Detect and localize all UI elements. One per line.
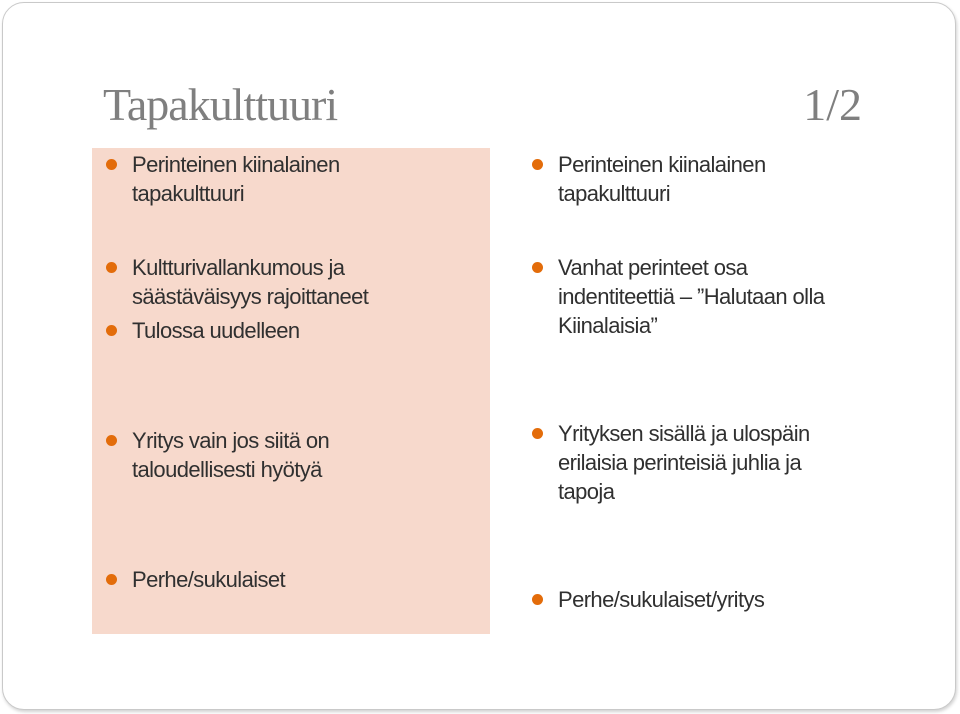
list-item — [106, 253, 486, 311]
bullet-icon — [532, 159, 543, 170]
list-item — [532, 150, 912, 208]
list-item-text: Perhe/sukulaiset/yritys — [558, 587, 765, 612]
list-item — [106, 316, 486, 345]
list-item-text: Perinteinen kiinalainen tapakulttuuri — [132, 152, 340, 206]
bullet-icon — [106, 325, 117, 336]
list-item-text: Perinteinen kiinalainen tapakulttuuri — [558, 152, 766, 206]
list-item-text: Yritys vain jos siitä on taloudellisesti hyötyä — [132, 428, 330, 482]
list-item-text: Kultturivallankumous ja säästäväisyys rajoittaneet — [132, 255, 369, 309]
bullet-icon — [532, 262, 543, 273]
page-number: 1/2 — [803, 79, 862, 130]
list-item-text: Vanhat perinteet osa indentiteettiä – ”Halutaan olla Kiinalaisia” — [558, 255, 825, 338]
slide-title: Tapakulttuuri — [103, 79, 338, 130]
bullet-icon — [106, 574, 117, 585]
list-item — [532, 253, 912, 340]
list-item — [106, 150, 486, 208]
bullet-icon — [532, 594, 543, 605]
bullet-icon — [106, 159, 117, 170]
list-item-text: Perhe/sukulaiset — [132, 567, 286, 592]
list-item — [532, 419, 912, 506]
bullet-icon — [532, 428, 543, 439]
bullet-icon — [106, 435, 117, 446]
list-item — [106, 426, 486, 484]
left-panel — [92, 148, 490, 634]
list-item-text: Yrityksen sisällä ja ulospäin erilaisia perinteisiä juhlia ja tapoja — [558, 421, 810, 504]
list-item — [532, 585, 912, 614]
list-item — [106, 565, 486, 594]
list-item-text: Tulossa uudelleen — [132, 318, 300, 343]
bullet-icon — [106, 262, 117, 273]
